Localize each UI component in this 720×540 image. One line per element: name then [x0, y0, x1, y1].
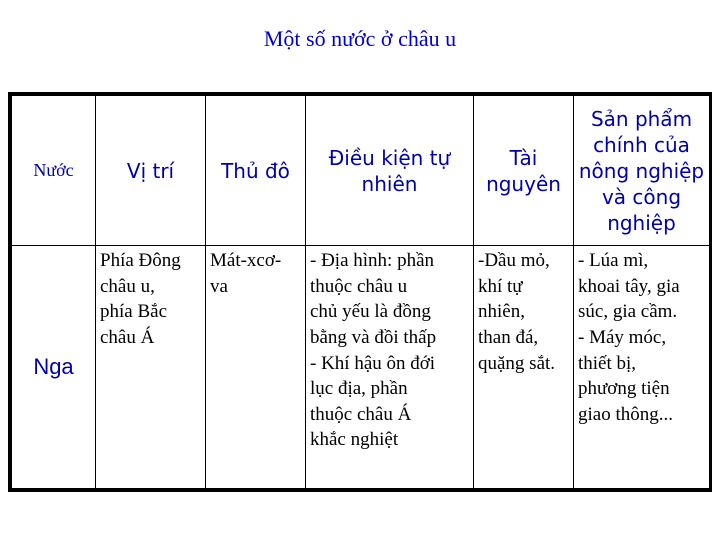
cell-line: khắc nghiệt	[310, 429, 399, 451]
cell-line: chủ yếu là đồng	[310, 301, 431, 323]
header-line: chính của	[593, 132, 690, 157]
cell-natural-conditions	[306, 246, 474, 489]
header-country: Nước	[12, 96, 96, 246]
country-table	[8, 92, 712, 492]
cell-line: -Dầu mỏ,	[478, 250, 550, 271]
cell-products	[574, 246, 710, 489]
data-table	[11, 95, 710, 489]
header-line: và công	[601, 184, 682, 209]
cell-line: - Lúa mì,	[578, 250, 649, 271]
cell-line: - Khí hậu ôn đới	[310, 352, 436, 374]
cell-line: phương tiện	[578, 378, 670, 400]
header-line: nghiệp	[607, 210, 676, 235]
cell-line: khí tự	[478, 275, 523, 297]
cell-line: thiết bị,	[578, 352, 637, 374]
cell-line: - Địa hình: phần	[310, 250, 435, 271]
header-row	[12, 96, 710, 246]
header-products	[574, 96, 710, 246]
header-line: Điều kiện tự	[328, 145, 451, 170]
cell-line: khoai tây, gia	[578, 275, 680, 297]
cell-line: Mát-xcơ-	[210, 250, 282, 271]
cell-resources	[474, 246, 574, 489]
header-line: nguyên	[486, 171, 561, 196]
header-line: nông nghiệp	[578, 158, 705, 183]
header-capital: Thủ đô	[206, 96, 306, 246]
cell-line: bằng và đồi thấp	[310, 326, 437, 348]
header-line: nhiên	[361, 171, 418, 196]
page-title: Một số nước ở châu u	[263, 26, 457, 51]
cell-location	[96, 246, 206, 489]
cell-line: thuộc châu Á	[310, 403, 412, 425]
cell-line: súc, gia cầm.	[578, 301, 678, 323]
cell-line: phía Bắc	[100, 301, 168, 323]
cell-line: châu Á	[100, 326, 155, 348]
cell-line: giao thông...	[578, 403, 673, 425]
cell-line: châu u,	[100, 275, 155, 297]
header-resources	[474, 96, 574, 246]
header-line: Sản phẩm	[590, 106, 693, 131]
cell-line: thuộc châu u	[310, 275, 408, 297]
cell-country: Nga	[12, 246, 96, 489]
table-row	[12, 246, 710, 489]
cell-line: Phía Đông	[100, 250, 181, 271]
header-natural-conditions	[306, 96, 474, 246]
header-line: Tài	[509, 145, 538, 170]
cell-line: va	[210, 275, 228, 297]
cell-line: nhiên,	[478, 301, 525, 323]
cell-line: - Máy móc,	[578, 326, 667, 348]
cell-capital	[206, 246, 306, 489]
cell-line: than đá,	[478, 326, 539, 348]
cell-line: quặng sắt.	[478, 352, 556, 374]
header-location: Vị trí	[96, 96, 206, 246]
cell-line: lục địa, phần	[310, 378, 408, 400]
